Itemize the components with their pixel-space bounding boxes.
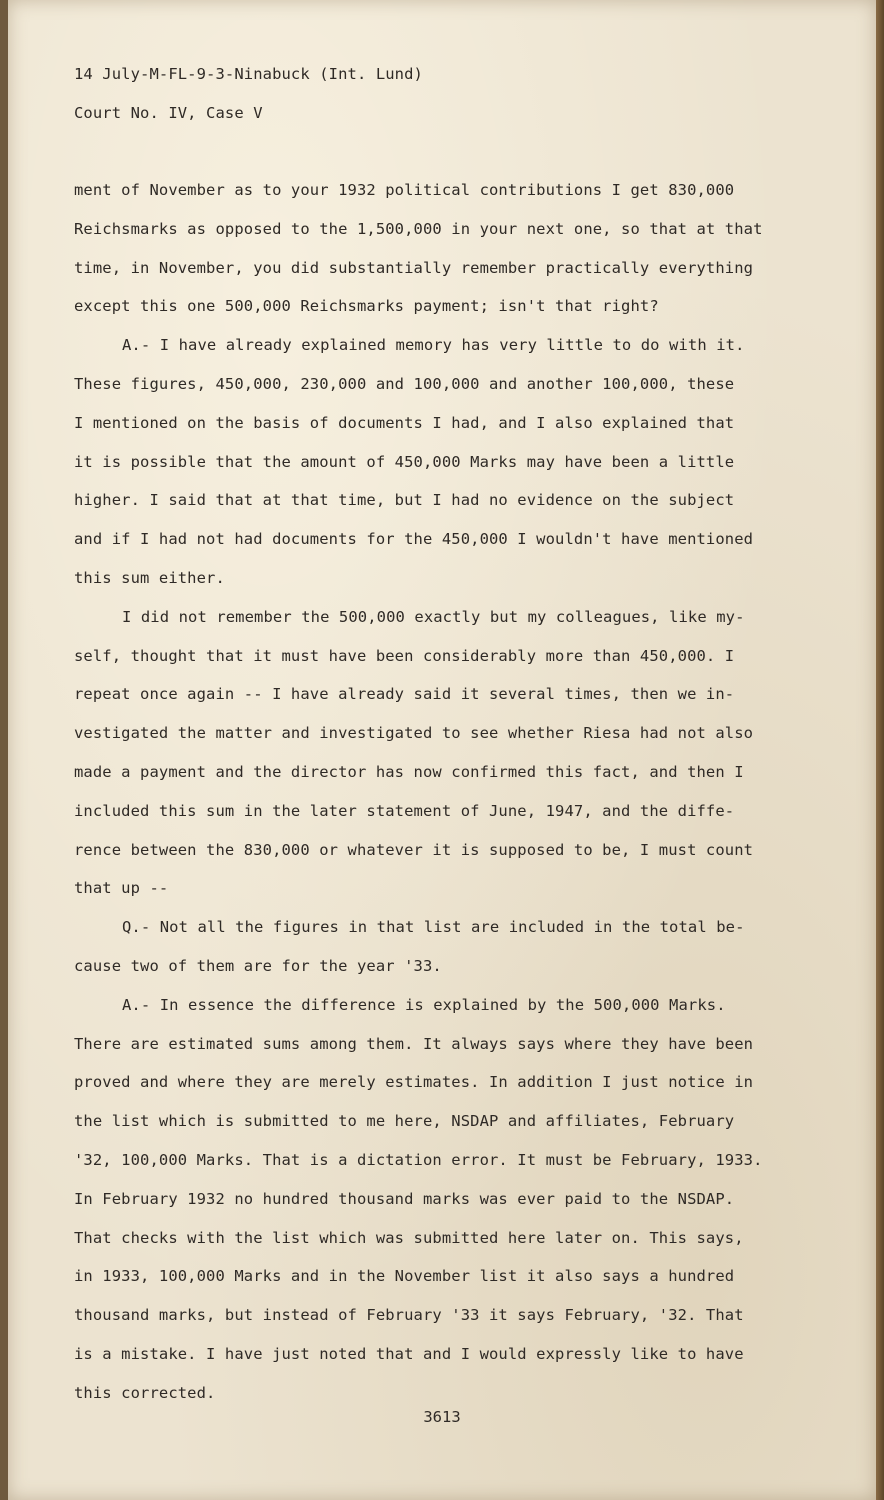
- transcript-paragraph: [74, 916, 844, 994]
- transcript-line: A.- In essence the difference is explained by the 500,000 Marks.: [122, 995, 726, 1014]
- transcript-line: That checks with the list which was submitted here later on. This says,: [74, 1228, 744, 1247]
- transcript-line: I did not remember the 500,000 exactly but my colleagues, like my-: [122, 607, 745, 626]
- transcript-line: Q.- Not all the figures in that list are included in the total be-: [122, 918, 745, 937]
- transcript-body: [74, 179, 844, 1421]
- transcript-line: time, in November, you did substantially remember practically everything: [74, 258, 754, 277]
- document-page: [8, 0, 876, 1500]
- transcript-line: is a mistake. I have just noted that and I would expressly like to have: [74, 1344, 744, 1363]
- transcript-line: There are estimated sums among them. It always says where they have been: [74, 1034, 754, 1053]
- transcript-paragraph: [74, 994, 844, 1421]
- transcript-paragraph: [74, 334, 844, 606]
- transcript-line: the list which is submitted to me here, NSDAP and affiliates, February: [74, 1112, 735, 1131]
- page-number: 3613: [423, 1408, 461, 1426]
- header-line-2: Court No. IV, Case V: [74, 104, 263, 122]
- transcript-line: proved and where they are merely estimates. In addition I just notice in: [74, 1073, 754, 1092]
- transcript-line: included this sum in the later statement of June, 1947, and the diffe-: [74, 801, 735, 820]
- transcript-line: this corrected.: [74, 1383, 216, 1402]
- transcript-paragraph: [74, 179, 844, 334]
- transcript-line: it is possible that the amount of 450,000 Marks may have been a little: [74, 452, 735, 471]
- transcript-line: that up --: [74, 879, 169, 898]
- transcript-line: this sum either.: [74, 568, 225, 587]
- paper-edge: [876, 0, 884, 1500]
- transcript-line: I mentioned on the basis of documents I had, and I also explained that: [74, 413, 735, 432]
- transcript-line: higher. I said that at that time, but I had no evidence on the subject: [74, 491, 735, 510]
- transcript-line: vestigated the matter and investigated to see whether Riesa had not also: [74, 724, 754, 743]
- transcript-line: except this one 500,000 Reichsmarks payment; isn't that right?: [74, 297, 659, 316]
- transcript-line: ment of November as to your 1932 political contributions I get 830,000: [74, 181, 735, 199]
- transcript-line: These figures, 450,000, 230,000 and 100,000 and another 100,000, these: [74, 374, 735, 393]
- transcript-line: rence between the 830,000 or whatever it is supposed to be, I must count: [74, 840, 754, 859]
- transcript-line: In February 1932 no hundred thousand marks was ever paid to the NSDAP.: [74, 1189, 735, 1208]
- transcript-paragraph: [74, 606, 844, 916]
- transcript-line: and if I had not had documents for the 450,000 I wouldn't have mentioned: [74, 530, 754, 549]
- header-line-1: 14 July-M-FL-9-3-Ninabuck (Int. Lund): [74, 65, 423, 83]
- transcript-line: cause two of them are for the year '33.: [74, 956, 442, 975]
- transcript-line: Reichsmarks as opposed to the 1,500,000 in your next one, so that at that: [74, 219, 763, 238]
- transcript-line: '32, 100,000 Marks. That is a dictation error. It must be February, 1933.: [74, 1150, 763, 1169]
- transcript-line: in 1933, 100,000 Marks and in the November list it also says a hundred: [74, 1267, 735, 1286]
- transcript-line: A.- I have already explained memory has very little to do with it.: [122, 336, 745, 355]
- transcript-line: self, thought that it must have been considerably more than 450,000. I: [74, 646, 735, 665]
- transcript-line: thousand marks, but instead of February '33 it says February, '32. That: [74, 1306, 744, 1325]
- transcript-line: repeat once again -- I have already said it several times, then we in-: [74, 685, 735, 704]
- transcript-line: made a payment and the director has now confirmed this fact, and then I: [74, 762, 744, 781]
